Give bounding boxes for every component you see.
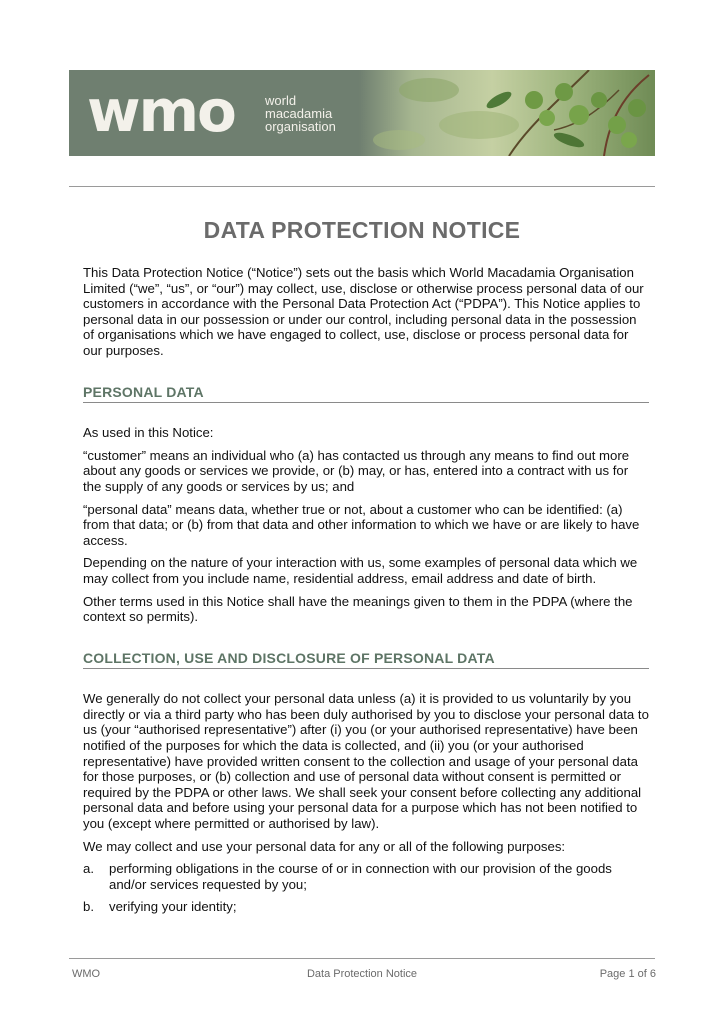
list-item [83,861,649,892]
list-item [83,899,649,915]
body-paragraph: We may collect and use your personal data for any or all of the following purposes: [83,838,566,854]
header-banner [69,70,655,156]
body-paragraph: We generally do not collect your personal data unless (a) it is provided to us voluntarily by you directly or via a third party who has been duly authorised by you to disclose your personal data to us (your “authorised representative”) after (i) you (or your authorised representative) have been notified of the purposes for which the data is collected, and (ii) you (or your authorised representative) have provided written consent to the collection and usage of your personal data for those purposes, or (b) collection and use of personal data without consent is permitted or required by the PDPA or other laws. We shall seek your consent before collecting any additional personal data and before using your personal data for a purpose which has not been notified to you (except where permitted or authorised by law). [83,691,649,832]
footer-doc-title: Data Protection Notice [306,968,418,980]
list-marker: a. [83,861,94,877]
wmo-logo-mark: wmo [87,77,235,145]
logo-text-line: organisation [265,119,336,134]
list-item-text: performing obligations in the course of or in connection with our provision of the goods and/or services requested by you; [109,861,612,892]
footer-page-number: Page 1 of 6 [599,968,656,980]
list-marker: b. [83,899,94,915]
footer-divider [69,958,655,959]
logo-text-line: macadamia [265,106,333,121]
footer-org: WMO [72,968,101,980]
body-paragraph: “customer” means an individual who (a) has contacted us through any means to find out more about any goods or services we provide, or (b) may, or has, entered into a contract with us for the supply of any goods or services by us; and [83,447,630,494]
intro-paragraph: This Data Protection Notice (“Notice”) sets out the basis which World Macadamia Organisation Limited (“we”, “us”, or “our”) may collect, use, disclose or otherwise process personal data of our customers in accordance with the Personal Data Protection Act (“PDPA”). This Notice applies to personal data in our possession or under our control, including personal data in the possession of organisations which we have engaged to collect, use, disclose or process personal data for our purposes. [83,265,644,358]
section-heading-collection-use: COLLECTION, USE AND DISCLOSURE OF PERSONAL DATA [83,651,649,670]
body-paragraph: “personal data” means data, whether true or not, about a customer who can be identified: (a) from that data; or (b) from that data and other information to which we have or are likely to have access. [83,501,640,548]
logo-text-line: world [265,93,297,108]
body-paragraph: As used in this Notice: [83,425,214,441]
section-heading-personal-data: PERSONAL DATA [83,385,649,404]
wmo-logo-text [265,94,336,133]
macadamia-photo [359,70,655,156]
macadamia-branch-illustration [359,70,655,156]
header-divider [69,186,655,187]
body-paragraph: Other terms used in this Notice shall have the meanings given to them in the PDPA (where the context so permits). [83,593,633,625]
document-body [83,265,649,922]
body-paragraph: Depending on the nature of your interaction with us, some examples of personal data which we may collect from you include name, residential address, email address and date of birth. [83,555,638,586]
list-item-text: verifying your identity; [109,899,237,915]
document-title: DATA PROTECTION NOTICE [203,217,521,243]
